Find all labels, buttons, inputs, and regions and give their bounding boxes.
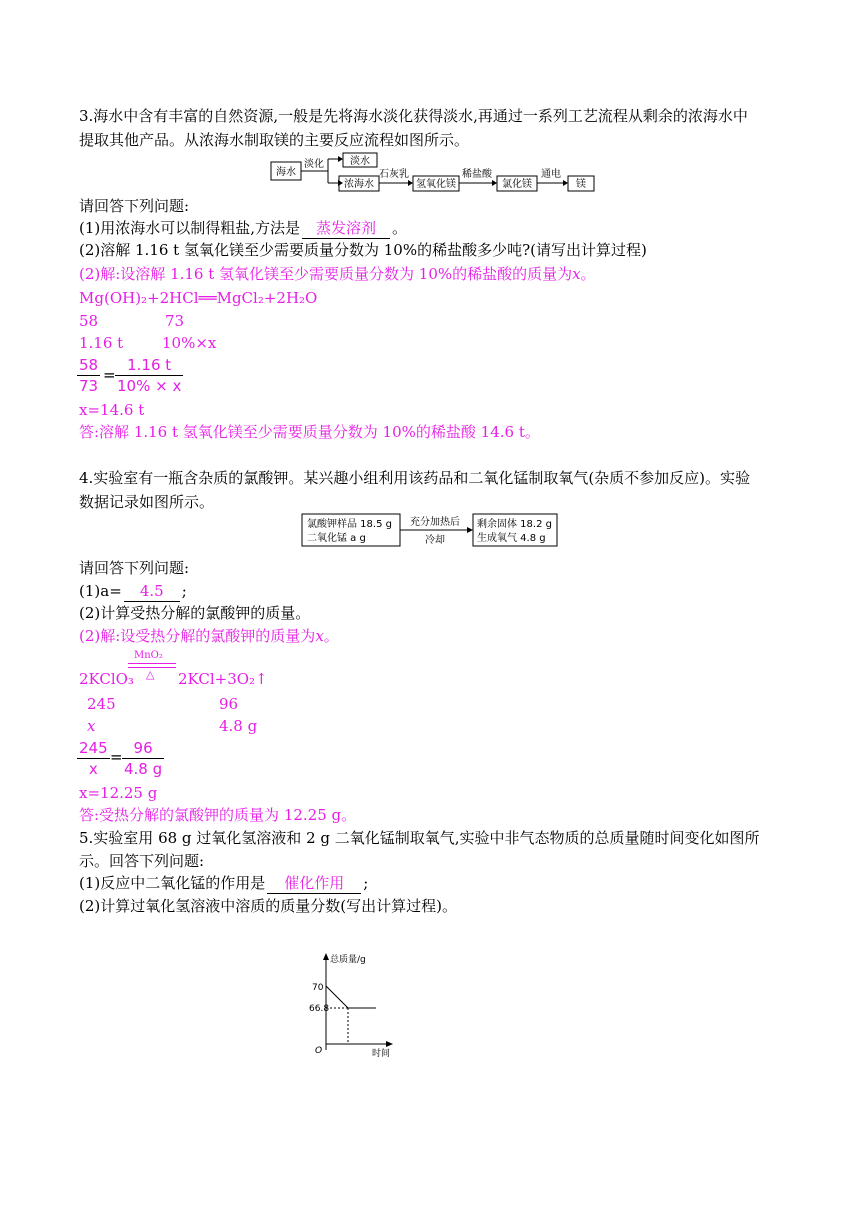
q3-sol-var: x xyxy=(572,265,581,283)
q3-part1 xyxy=(79,218,407,239)
q3-ratio-a: 58 xyxy=(79,312,99,330)
q4-part1-suffix: ; xyxy=(181,582,187,600)
q4-fraction-equals: = xyxy=(110,748,123,766)
q3-mass-b: 10%×x xyxy=(162,334,217,352)
q4-eq-left: 2KClO₃ xyxy=(79,670,134,688)
q3-stem-line2: 提取其他产品。从浓海水制取镁的主要反应流程如图所示。 xyxy=(79,131,470,149)
q4-solution-intro xyxy=(79,626,339,646)
q3-frac1-num: 58 xyxy=(79,356,99,374)
y-tick-top: 70 xyxy=(312,983,324,993)
data-line-group xyxy=(326,986,376,1044)
q4-arrow-top: 充分加热后 xyxy=(410,517,460,528)
q4-heat-symbol: △ xyxy=(146,668,155,681)
flow-lime-milk: 石灰乳 xyxy=(379,169,409,180)
q3-solution-intro xyxy=(79,264,596,284)
q3-sol-intro-end: 。 xyxy=(580,265,596,283)
q4-part1-blank xyxy=(124,581,180,602)
q4-frac1-den: x xyxy=(88,760,98,778)
q4-part1 xyxy=(79,581,187,602)
q4-frac2-num: 96 xyxy=(122,738,164,759)
q4-ratio-a: 245 xyxy=(87,695,116,713)
q4-arrow-bottom: 冷却 xyxy=(425,535,445,546)
q5-part2: (2)计算过氧化氢溶液中溶质的质量分数(写出计算过程)。 xyxy=(79,897,457,915)
flow-desalinate: 淡化 xyxy=(304,159,324,170)
mass-series-line xyxy=(326,986,376,1008)
q3-frac2-den: 10% × x xyxy=(117,377,182,395)
q3-part1-text: (1)用浓海水可以制得粗盐,方法是 xyxy=(79,219,301,237)
q5-stem-line2: 示。回答下列问题: xyxy=(79,852,205,870)
q4-sol-var: x xyxy=(315,627,324,645)
flow-electrify: 通电 xyxy=(541,169,561,180)
q5-part1-blank xyxy=(267,873,361,894)
q3-fraction-equals: = xyxy=(103,366,116,384)
q4-fraction-left xyxy=(77,738,110,779)
q3-part2: (2)溶解 1.16 t 氢氧化镁至少需要质量分数为 10%的稀盐酸多少吨?(请写出计算过程) xyxy=(79,241,647,259)
x-axis-label: 时间 xyxy=(372,1049,391,1059)
q4-part2: (2)计算受热分解的氯酸钾的质量。 xyxy=(79,604,311,622)
q3-result: x=14.6 t xyxy=(79,401,145,419)
q4-stem-line2: 数据记录如图所示。 xyxy=(79,493,215,511)
q5-mass-time-graph xyxy=(308,952,418,1062)
q4-part1-text: (1)a= xyxy=(79,582,122,600)
flow-dil-hcl: 稀盐酸 xyxy=(462,169,492,180)
q4-part1-answer: 4.5 xyxy=(139,582,164,600)
q3-part1-answer: 蒸发溶剂 xyxy=(316,219,377,237)
flow-brine: 浓海水 xyxy=(344,179,374,190)
q4-catalyst: MnO₂ xyxy=(134,650,163,661)
y-axis-label: 总质量/g xyxy=(330,955,366,965)
q4-answer: 答:受热分解的氯酸钾的质量为 12.25 g。 xyxy=(79,806,357,824)
q4-eq-right: 2KCl+3O₂↑ xyxy=(178,670,268,688)
q3-frac1-den: 73 xyxy=(79,377,99,395)
q3-fraction-right xyxy=(115,355,183,396)
q4-box-right1: 剩余固体 18.2 g xyxy=(477,519,552,530)
q5-part1-answer: 催化作用 xyxy=(284,874,345,892)
y-tick-bottom: 66.8 xyxy=(309,1004,330,1014)
flow-mgoh: 氢氧化镁 xyxy=(416,179,456,190)
q3-prompt: 请回答下列问题: xyxy=(79,197,190,215)
q4-box-left1: 氯酸钾样品 18.5 g xyxy=(307,519,392,530)
q3-mass-a: 1.16 t xyxy=(79,334,124,352)
flow-mg: 镁 xyxy=(576,179,586,190)
flow-freshwater: 淡水 xyxy=(350,156,370,167)
q3-answer: 答:溶解 1.16 t 氢氧化镁至少需要质量分数为 10%的稀盐酸 14.6 t。 xyxy=(79,423,540,441)
q4-mass-b: 4.8 g xyxy=(219,717,258,735)
q4-box-right2: 生成氧气 4.8 g xyxy=(477,533,546,544)
q4-result: x=12.25 g xyxy=(79,784,158,802)
q5-part1 xyxy=(79,873,368,894)
q3-sol-intro-text: (2)解:设溶解 1.16 t 氢氧化镁至少需要质量分数为 10%的稀盐酸的质量为 xyxy=(79,265,573,283)
q3-stem-line1: 3.海水中含有丰富的自然资源,一般是先将海水淡化获得淡水,再通过一系列工艺流程从剩余的浓海水中 xyxy=(79,107,748,125)
q5-stem-line1: 5.实验室用 68 g 过氧化氢溶液和 2 g 二氧化锰制取氧气,实验中非气态物质的总质量随时间变化如图所 xyxy=(79,829,760,847)
q3-part1-blank xyxy=(302,218,390,239)
q3-ratio-b: 73 xyxy=(165,312,185,330)
q4-sol-intro-end: 。 xyxy=(323,627,339,645)
q4-box-left2: 二氧化锰 a g xyxy=(307,533,366,544)
q4-frac1-num: 245 xyxy=(79,739,108,757)
q4-prompt: 请回答下列问题: xyxy=(79,559,190,577)
flow-seawater: 海水 xyxy=(276,167,296,178)
q3-part1-suffix: 。 xyxy=(392,219,408,237)
q3-equation: Mg(OH)₂+2HCl══MgCl₂+2H₂O xyxy=(79,289,318,307)
q5-part1-text: (1)反应中二氧化锰的作用是 xyxy=(79,874,266,892)
q5-part1-suffix: ; xyxy=(363,874,369,892)
q4-sol-intro-text: (2)解:设受热分解的氯酸钾的质量为 xyxy=(79,627,316,645)
q3-fraction-left xyxy=(77,355,100,396)
flow-mgcl: 氯化镁 xyxy=(502,179,532,190)
q4-fraction-right xyxy=(122,738,164,779)
q3-frac2-num: 1.16 t xyxy=(115,355,183,376)
q4-data-box-diagram xyxy=(301,513,559,549)
q4-stem-line1: 4.实验室有一瓶含杂质的氯酸钾。某兴趣小组利用该药品和二氧化锰制取氧气(杂质不参加反应)。实验 xyxy=(79,469,751,487)
q4-mass-a: x xyxy=(87,717,96,735)
q4-ratio-b: 96 xyxy=(219,695,239,713)
q3-flow-diagram xyxy=(270,152,600,192)
q4-frac2-den: 4.8 g xyxy=(124,760,163,778)
origin-label: O xyxy=(315,1046,323,1056)
